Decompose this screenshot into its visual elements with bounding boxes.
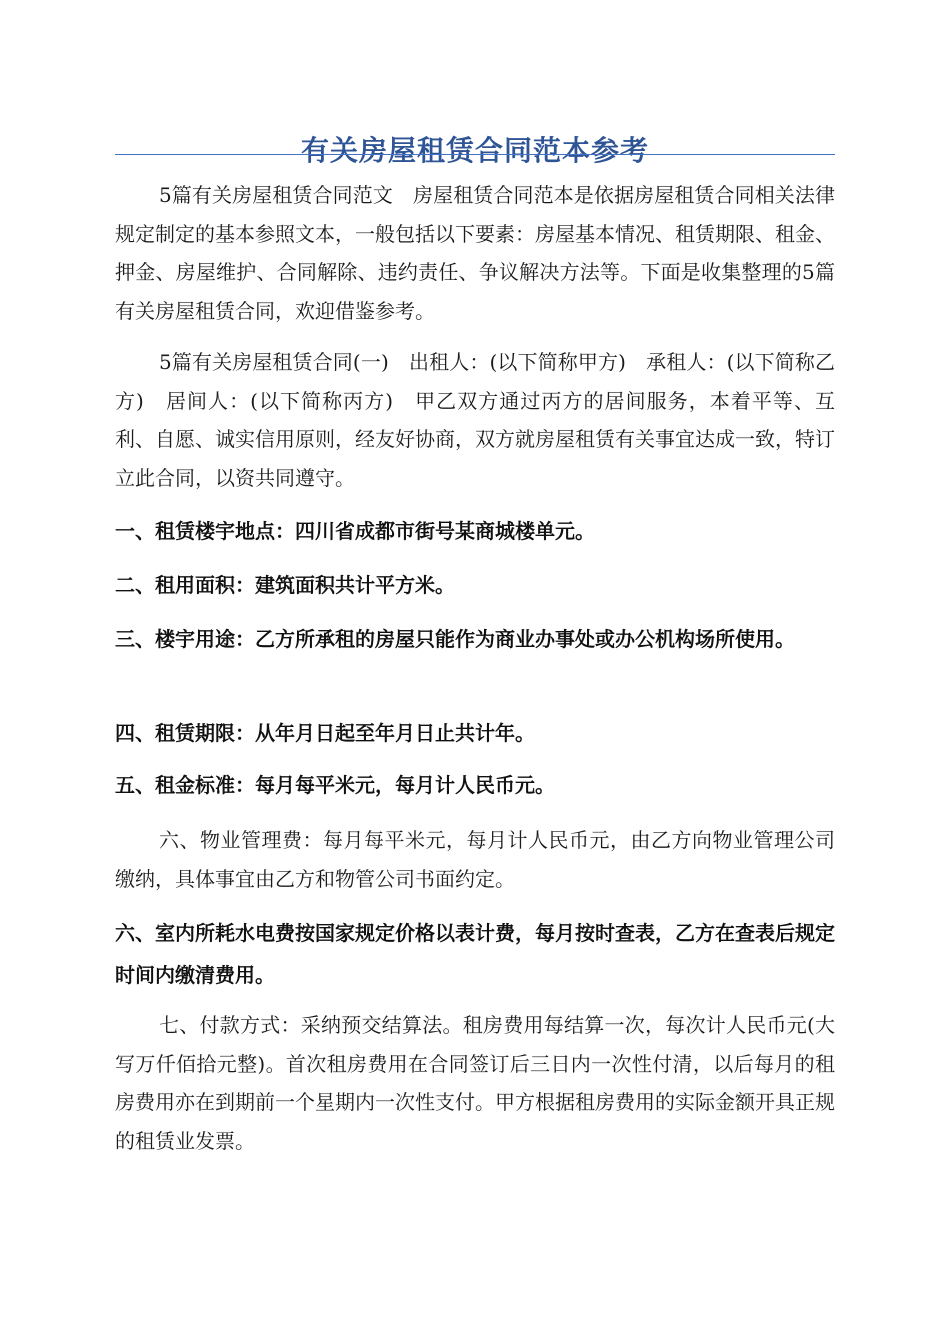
clause-usage: 三、楼宇用途：乙方所承租的房屋只能作为商业办事处或办公机构场所使用。: [115, 627, 795, 651]
clause-utilities: 六、室内所耗水电费按国家规定价格以表计费，每月按时查表，乙方在查表后规定时间内缴清费用。: [115, 921, 835, 987]
payment-paragraph: 七、付款方式：采纳预交结算法。租房费用每结算一次，每次计人民币元(大写万仟佰拾元整)。首次租房费用在合同签订后三日内一次性付清，以后每月的租房费用亦在到期前一个星期内一次性支付。甲方根据租房费用的实际金额开具正规的租赁业发票。: [115, 1013, 835, 1153]
clause-area: 二、租用面积：建筑面积共计平方米。: [115, 573, 455, 597]
clause-rent: 五、租金标准：每月每平米元，每月计人民币元。: [115, 773, 555, 797]
clause-location: 一、租赁楼宇地点：四川省成都市街号某商城楼单元。: [115, 519, 595, 543]
intro-paragraph: 5篇有关房屋租赁合同范文 房屋租赁合同范本是依据房屋租赁合同相关法律规定制定的基本参照文本，一般包括以下要素：房屋基本情况、租赁期限、租金、押金、房屋维护、合同解除、违约责任、争议解决方法等。下面是收集整理的5篇有关房屋租赁合同，欢迎借鉴参考。: [115, 183, 835, 323]
title-underline: [115, 154, 835, 155]
property-fee-paragraph: 六、物业管理费：每月每平米元，每月计人民币元，由乙方向物业管理公司缴纳，具体事宜由乙方和物管公司书面约定。: [115, 828, 835, 891]
contract-parties-paragraph: 5篇有关房屋租赁合同(一) 出租人：(以下简称甲方) 承租人：(以下简称乙方) 居间人：(以下简称丙方) 甲乙双方通过丙方的居间服务，本着平等、互利、自愿、诚实信用原则，经友好协商，双方就房屋租赁有关事宜达成一致，特订立此合同，以资共同遵守。: [115, 350, 835, 490]
document-title: 有关房屋租赁合同范本参考: [300, 133, 649, 167]
clause-term: 四、租赁期限：从年月日起至年月日止共计年。: [115, 721, 535, 745]
